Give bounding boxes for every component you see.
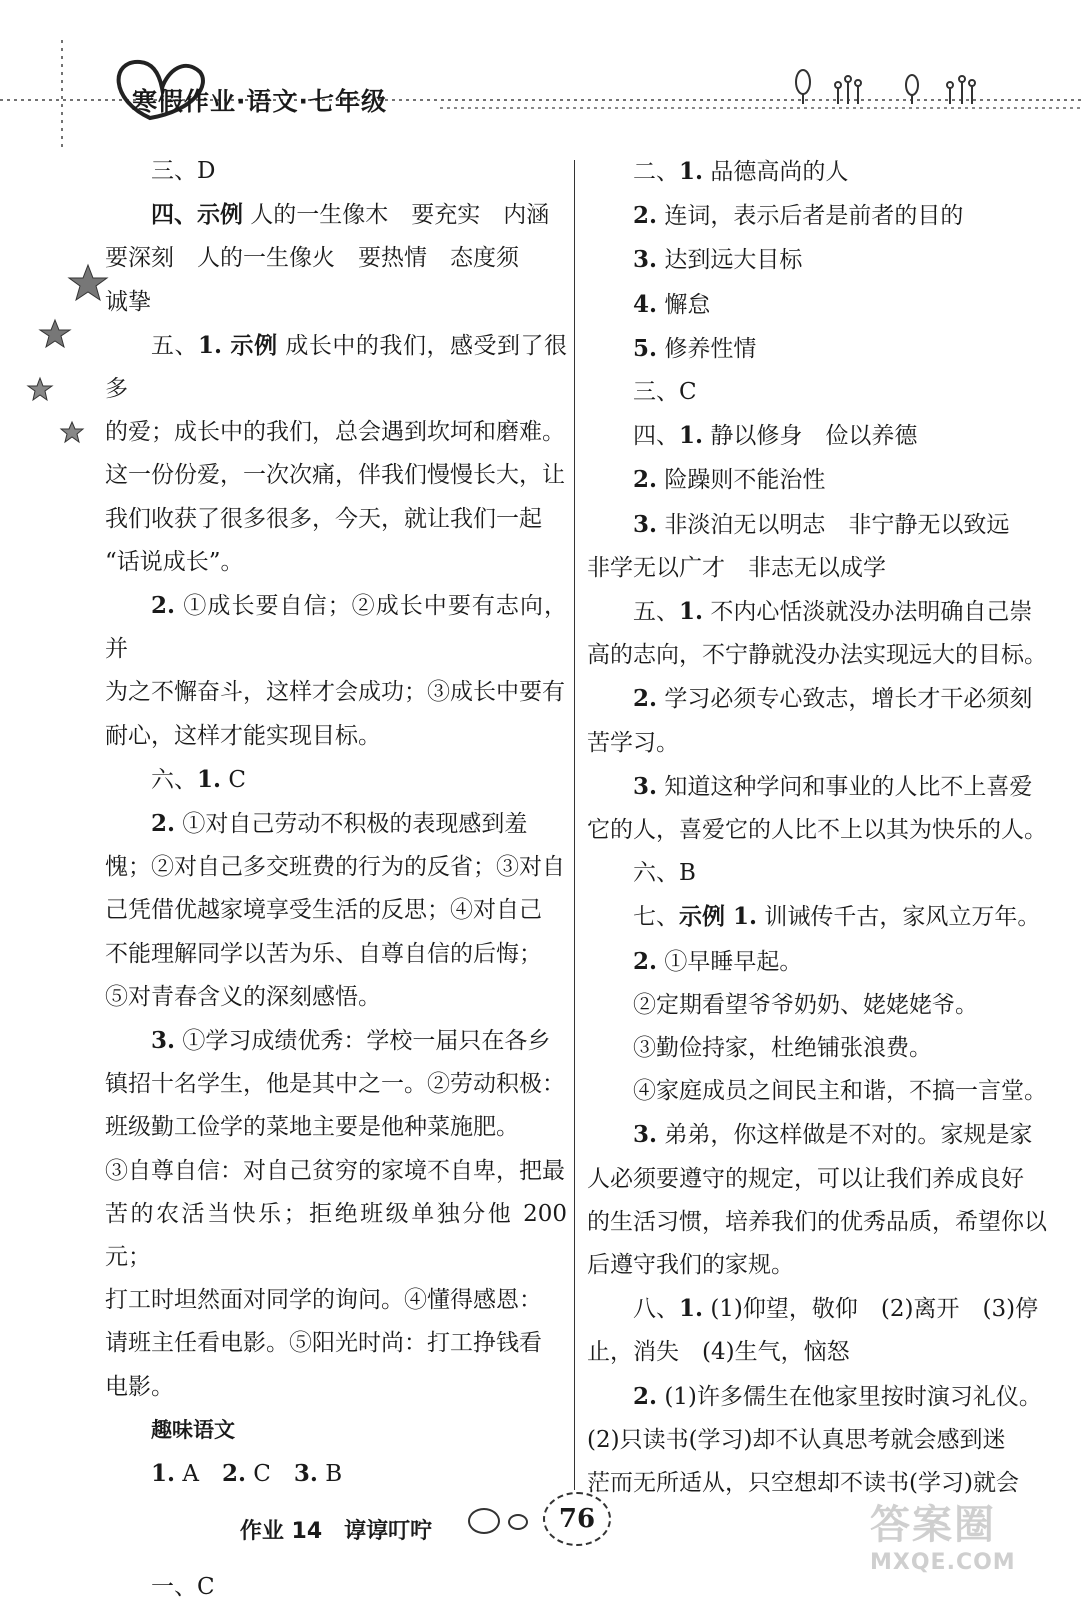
answer-text: 镇招十名学生，他是其中之一。②劳动积极： — [105, 1071, 565, 1098]
answer-line — [587, 1375, 1049, 1419]
answer-number: 4. — [633, 290, 658, 318]
answer-text: 懈怠 — [657, 291, 711, 318]
answer-number: 四、示例 — [151, 201, 243, 229]
answer-line — [105, 889, 567, 932]
answer-text: 人的一生像木 要充实 内涵 — [243, 202, 550, 229]
answer-line — [587, 895, 1049, 939]
answer-text: 己凭借优越家境享受生活的反思；④对自己 — [105, 897, 542, 924]
answer-text: 不内心恬淡就没办法明确自己崇 — [703, 599, 1033, 626]
answer-number: 2. — [151, 592, 176, 620]
answer-text: 为之不懈奋斗，这样才会成功；③成长中要有 — [105, 679, 565, 706]
answer-text: 知道这种学问和事业的人比不上喜爱 — [657, 773, 1033, 800]
star-icon — [40, 320, 70, 347]
answer-text: 它的人，喜爱它的人比不上以其为快乐的人。 — [587, 817, 1047, 844]
answer-line — [105, 1063, 567, 1106]
answer-line — [105, 802, 567, 846]
answer-text: C — [221, 766, 246, 793]
answer-text: ①对自己劳动不积极的表现感到羞 — [175, 811, 528, 838]
answer-number: 2. — [151, 810, 176, 838]
column-divider — [574, 160, 575, 1490]
answer-text: 弟弟，你这样做是不对的。家规是家 — [657, 1122, 1033, 1149]
answer-line — [105, 933, 567, 976]
answer-number: 2. — [633, 466, 658, 494]
answer-text: 人必须要遵守的规定，可以让我们养成良好 — [587, 1165, 1024, 1192]
answer-text: 连词，表示后者是前者的目的 — [657, 203, 964, 230]
answer-text: 五、 — [151, 332, 199, 359]
answer-number: 3. — [633, 246, 658, 274]
answer-line — [587, 458, 1049, 502]
answer-line — [105, 846, 567, 889]
answer-line — [105, 1193, 567, 1279]
answer-text: 七、 — [633, 904, 679, 931]
header-title: 寒假作业·语文·七年级 — [132, 87, 387, 116]
answer-text: 品德高尚的人 — [703, 159, 849, 185]
answer-text: 的生活习惯，培养我们的优秀品质，希望你以 — [587, 1208, 1047, 1235]
answer-text: 静以修身 俭以养德 — [703, 423, 918, 450]
answer-text: 后遵守我们的家规。 — [587, 1252, 794, 1279]
answer-number: 3. — [633, 1121, 658, 1149]
answer-text: 高的志向，不宁静就没办法实现远大的目标。 — [587, 642, 1047, 669]
answer-text: 险躁则不能治性 — [657, 467, 826, 494]
star-icon — [28, 378, 52, 400]
answer-text: 六、B — [633, 860, 696, 887]
answer-line — [587, 414, 1049, 458]
answer-number: 2. — [633, 202, 658, 230]
margin-stars — [0, 150, 120, 1150]
answer-line — [587, 1419, 1049, 1462]
answer-line — [105, 281, 567, 324]
answer-text: A — [175, 1461, 222, 1488]
answer-text: 请班主任看电影。⑤阳光时尚：打工挣钱看 — [105, 1330, 542, 1357]
answer-line — [105, 584, 567, 671]
answer-line — [587, 677, 1049, 721]
answer-line — [105, 237, 567, 280]
answer-text: 这一份份爱，一次次痛，伴我们慢慢长大，让 — [105, 462, 565, 489]
answer-text: 的爱；成长中的我们，总会遇到坎坷和磨难。 — [105, 419, 565, 446]
answer-line — [587, 1331, 1049, 1374]
answer-text: 达到远大目标 — [657, 247, 803, 274]
star-icon — [61, 422, 83, 442]
answer-line — [587, 722, 1049, 765]
answer-line — [105, 1322, 567, 1365]
answer-text: 作业 14 谆谆叮咛 — [239, 1519, 433, 1545]
watermark-main: 答案圈 — [870, 1502, 996, 1548]
answer-line — [587, 1113, 1049, 1157]
page-header — [0, 0, 1084, 150]
answer-line — [105, 1452, 567, 1496]
answer-number: 1. 示例 — [198, 331, 278, 359]
star-icon — [69, 265, 107, 300]
answer-number: 1. — [679, 422, 704, 450]
answer-line — [105, 671, 567, 714]
answer-text: ①成长要自信；②成长中要有志向，并 — [105, 593, 567, 663]
answer-line — [105, 1366, 567, 1409]
answer-text: 非学无以广才 非志无以成学 — [587, 554, 886, 581]
answer-line — [105, 498, 567, 541]
answer-number: 1. — [151, 1460, 176, 1488]
answer-number: 1. — [679, 598, 704, 626]
watermark-url: MXQE.COM — [870, 1550, 1016, 1575]
header-decoration — [0, 0, 1084, 150]
answer-text: 学习必须专心致志，增长才干必须刻 — [657, 686, 1033, 713]
answer-text: C — [245, 1461, 294, 1488]
answer-number: 3. — [293, 1460, 318, 1488]
answer-line — [105, 976, 567, 1019]
answer-number: 1. — [679, 1295, 704, 1323]
page-number: 76 — [543, 1492, 611, 1546]
answer-text: 一、C — [151, 1573, 215, 1600]
answer-line — [587, 327, 1049, 371]
answer-text: (1)许多儒生在他家里按时演习礼仪。 — [657, 1383, 1042, 1410]
answer-text: 愧；②对自己多交班费的行为的反省；③对自 — [105, 854, 565, 881]
answer-line — [587, 1027, 1049, 1070]
answer-line — [105, 193, 567, 237]
decor-ring-small — [508, 1514, 528, 1530]
answer-line — [105, 715, 567, 758]
answer-line — [105, 1150, 567, 1193]
answer-text: 成长中的我们，感受到了很多 — [105, 332, 567, 403]
answer-text: 三、C — [633, 379, 697, 406]
tree-decoration — [796, 70, 975, 104]
answer-number: 2. — [221, 1460, 246, 1488]
answer-text: 不能理解同学以苦为乐、自尊自信的后悔； — [105, 940, 542, 967]
answer-text: 苦的农活当快乐；拒绝班级单独分他 200 元； — [105, 1200, 567, 1271]
answer-number: 3. — [151, 1027, 176, 1055]
answer-number: 2. — [633, 947, 658, 975]
answer-text: 训诫传千古，家风立万年。 — [757, 904, 1041, 931]
answer-text: 苦学习。 — [587, 729, 679, 756]
answer-text: 八、 — [633, 1296, 679, 1323]
answer-text: 修养性情 — [657, 335, 757, 362]
answer-text: 班级勤工俭学的菜地主要是他种菜施肥。 — [105, 1114, 519, 1141]
answer-line — [587, 503, 1049, 547]
answer-text: 非淡泊无以明志 非宁静无以致远 — [657, 511, 1010, 538]
answer-line — [105, 1566, 567, 1609]
answer-line — [105, 324, 567, 411]
answer-line — [587, 765, 1049, 809]
answer-line — [587, 150, 1049, 194]
answer-text: 打工时坦然面对同学的询问。④懂得感恩： — [105, 1287, 542, 1314]
answer-text: ①早睡早起。 — [657, 948, 803, 975]
answer-line — [587, 547, 1049, 590]
answer-text: “话说成长”。 — [105, 548, 244, 575]
answer-line — [587, 940, 1049, 984]
answer-text: ②定期看望爷爷奶奶、姥姥姥爷。 — [633, 991, 978, 1018]
watermark — [870, 1500, 1070, 1600]
answer-line — [587, 809, 1049, 852]
answer-text: 耐心，这样才能实现目标。 — [105, 722, 381, 749]
answer-number: 1. — [679, 158, 704, 185]
answer-line — [587, 590, 1049, 634]
answer-text: 五、 — [633, 599, 679, 626]
answer-line — [587, 238, 1049, 282]
answer-line — [105, 541, 567, 584]
answer-line — [105, 1019, 567, 1063]
answer-text: 茫而无所适从，只空想却不读书(学习)就会 — [587, 1470, 1019, 1497]
answer-line — [587, 634, 1049, 677]
answer-number: 3. — [633, 772, 658, 800]
answer-line — [105, 1106, 567, 1149]
answer-line — [105, 1279, 567, 1322]
answer-number: 3. — [633, 510, 658, 538]
answer-number: 1. — [197, 765, 222, 793]
answer-text: 趣味语文 — [151, 1417, 235, 1442]
answer-number: 5. — [633, 334, 658, 362]
answer-line — [587, 194, 1049, 238]
answer-line — [105, 454, 567, 497]
answer-line — [587, 1244, 1049, 1287]
answer-line — [587, 984, 1049, 1027]
decor-ring — [468, 1508, 500, 1534]
answer-text: 四、 — [633, 423, 679, 450]
answer-line — [105, 411, 567, 454]
answer-text: 要深刻 人的一生像火 要热情 态度须 — [105, 245, 519, 272]
answer-text: (1)仰望，敬仰 (2)离开 (3)停 — [703, 1296, 1039, 1323]
answer-number: 示例 1. — [679, 903, 758, 931]
answer-text: ⑤对青春含义的深刻感悟。 — [105, 983, 381, 1010]
answer-line — [587, 283, 1049, 327]
answer-text: ③勤俭持家，杜绝铺张浪费。 — [633, 1035, 932, 1062]
answer-text: ①学习成绩优秀：学校一届只在各乡 — [175, 1028, 551, 1055]
answer-number: 2. — [633, 685, 658, 713]
answer-text: 二、 — [633, 159, 679, 185]
answer-text: 诚挚 — [105, 288, 151, 315]
answer-line — [587, 852, 1049, 895]
right-column — [587, 150, 1049, 1505]
answer-number: 2. — [633, 1382, 658, 1410]
answer-line — [587, 371, 1049, 414]
answer-text: 我们收获了很多很多，今天，就让我们一起 — [105, 505, 542, 532]
answer-line — [105, 758, 567, 802]
answer-line — [587, 1158, 1049, 1201]
left-column — [105, 150, 567, 1609]
answer-line — [105, 150, 567, 193]
answer-text: (2)只读书(学习)却不认真思考就会感到迷 — [587, 1426, 1006, 1453]
answer-text: ④家庭成员之间民主和谐，不搞一言堂。 — [633, 1078, 1047, 1105]
answer-text: 止，消失 (4)生气，恼怒 — [587, 1339, 850, 1366]
answer-line — [587, 1070, 1049, 1113]
answer-line — [587, 1462, 1049, 1505]
answer-text: ③自尊自信：对自己贫穷的家境不自卑，把最 — [105, 1157, 565, 1184]
answer-line — [587, 1287, 1049, 1331]
answer-text: B — [317, 1461, 343, 1488]
answer-line — [105, 1409, 567, 1452]
answer-text: 六、 — [151, 766, 197, 793]
answer-text: 三、D — [151, 158, 216, 184]
answer-text: 电影。 — [105, 1373, 174, 1400]
answer-line — [587, 1201, 1049, 1244]
